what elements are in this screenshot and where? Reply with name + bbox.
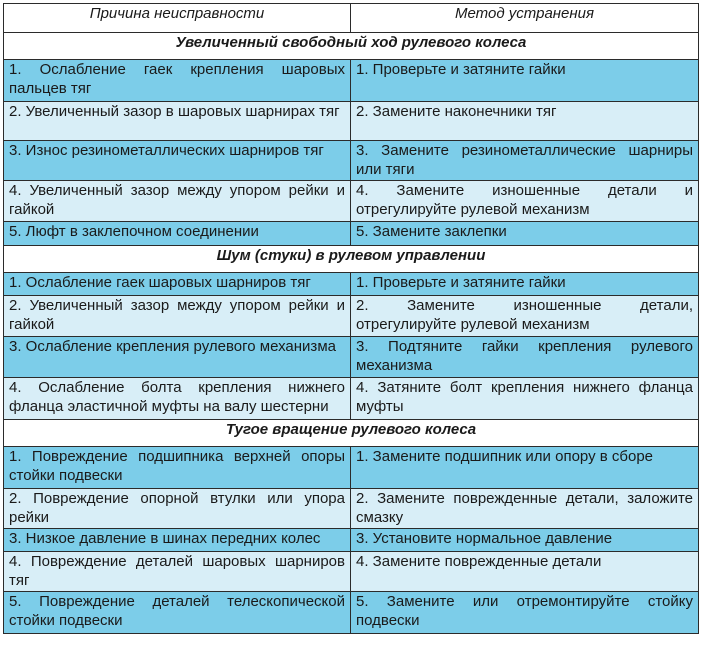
section-heading-row — [4, 420, 699, 447]
table-row — [4, 141, 699, 181]
table-row — [4, 552, 699, 592]
remedy-cell: 1. Проверьте и затяните гайки — [351, 60, 699, 102]
table-row — [4, 592, 699, 634]
header-row — [4, 4, 699, 33]
remedy-cell: 2. Замените поврежденные детали, заложите смазку — [351, 489, 699, 529]
cause-cell: 1. Ослабление гаек шаровых шарниров тяг — [4, 273, 351, 296]
remedy-cell: 2. Замените наконечники тяг — [351, 102, 699, 141]
cause-cell: 1. Ослабление гаек крепления шаровых пальцев тяг — [4, 60, 351, 102]
cause-cell: 5. Люфт в заклепочном соединении — [4, 222, 351, 246]
table-row — [4, 447, 699, 489]
table-row — [4, 102, 699, 141]
remedy-cell: 3. Замените резинометаллические шарниры или тяги — [351, 141, 699, 181]
remedy-cell: 4. Затяните болт крепления нижнего фланца муфты — [351, 378, 699, 420]
cause-cell: 2. Увеличенный зазор в шаровых шарнирах тяг — [4, 102, 351, 141]
remedy-cell: 3. Установите нормальное давление — [351, 529, 699, 552]
cause-column-header: Причина неисправности — [4, 4, 351, 33]
section-heading-row — [4, 246, 699, 273]
table-row — [4, 337, 699, 378]
cause-cell: 3. Ослабление крепления рулевого механизма — [4, 337, 351, 378]
remedy-cell: 4. Замените изношенные детали и отрегулируйте рулевой механизм — [351, 181, 699, 222]
table-row — [4, 489, 699, 529]
remedy-cell: 3. Подтяните гайки крепления рулевого механизма — [351, 337, 699, 378]
remedy-cell: 5. Замените или отремонтируйте стойку подвески — [351, 592, 699, 634]
remedy-cell: 4. Замените поврежденные детали — [351, 552, 699, 592]
remedy-cell: 1. Проверьте и затяните гайки — [351, 273, 699, 296]
table-row — [4, 296, 699, 337]
table-row — [4, 378, 699, 420]
section-title: Шум (стуки) в рулевом управлении — [4, 246, 699, 273]
remedy-cell: 1. Замените подшипник или опору в сборе — [351, 447, 699, 489]
table-row — [4, 181, 699, 222]
table-row — [4, 222, 699, 246]
cause-cell: 4. Ослабление болта крепления нижнего фланца эластичной муфты на валу шестерни — [4, 378, 351, 420]
cause-cell: 4. Увеличенный зазор между упором рейки и гайкой — [4, 181, 351, 222]
cause-cell: 5. Повреждение деталей телескопической стойки подвески — [4, 592, 351, 634]
table-row — [4, 273, 699, 296]
cause-cell: 3. Износ резинометаллических шарниров тяг — [4, 141, 351, 181]
remedy-cell: 5. Замените заклепки — [351, 222, 699, 246]
cause-cell: 1. Повреждение подшипника верхней опоры стойки подвески — [4, 447, 351, 489]
table-row — [4, 60, 699, 102]
cause-cell: 4. Повреждение деталей шаровых шарниров тяг — [4, 552, 351, 592]
section-heading-row — [4, 33, 699, 60]
cause-cell: 2. Увеличенный зазор между упором рейки и гайкой — [4, 296, 351, 337]
remedy-cell: 2. Замените изношенные детали, отрегулируйте рулевой механизм — [351, 296, 699, 337]
troubleshooting-table — [3, 3, 699, 634]
table-row — [4, 529, 699, 552]
section-title: Тугое вращение рулевого колеса — [4, 420, 699, 447]
section-title: Увеличенный свободный ход рулевого колеса — [4, 33, 699, 60]
cause-cell: 2. Повреждение опорной втулки или упора рейки — [4, 489, 351, 529]
remedy-column-header: Метод устранения — [351, 4, 699, 33]
cause-cell: 3. Низкое давление в шинах передних колес — [4, 529, 351, 552]
